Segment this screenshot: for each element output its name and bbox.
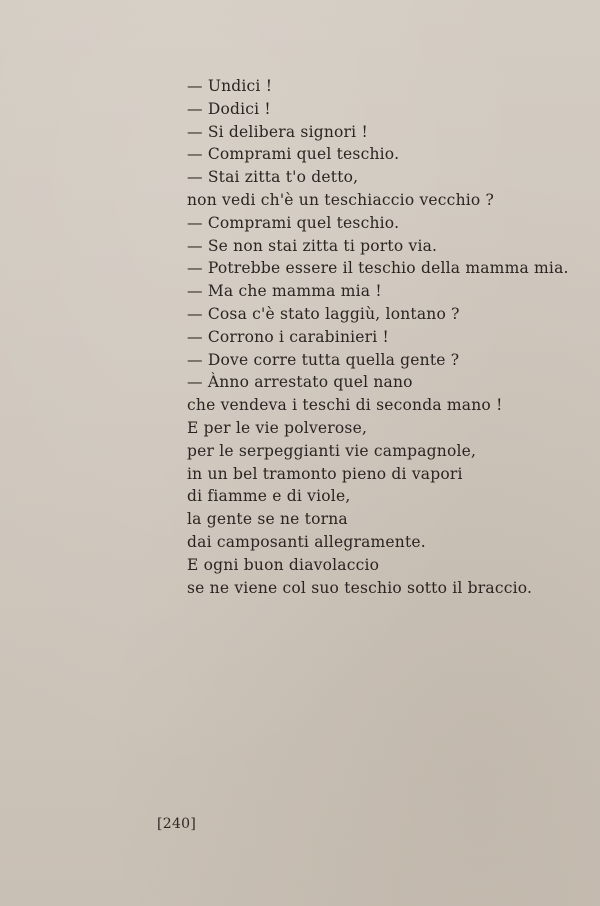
poem-line: E per le vie polverose, — [187, 418, 368, 437]
poem-line: — Si delibera signori ! — [187, 122, 368, 141]
poem-line: la gente se ne torna — [187, 510, 348, 529]
poem-line: — Comprami quel teschio. — [187, 213, 400, 232]
poem-line: — Ànno arrestato quel nano — [187, 373, 413, 392]
poem-line: non vedi ch'è un teschiaccio vecchio ? — [187, 190, 495, 209]
poem-line: — Undici ! — [187, 77, 273, 95]
poem-line: di fiamme e di viole, — [187, 487, 351, 506]
page-number: [240] — [157, 816, 197, 832]
poem-text — [187, 75, 569, 599]
poem-line: — Corrono i carabinieri ! — [187, 327, 389, 346]
poem-line: — Dodici ! — [187, 99, 271, 118]
poem-line: — Comprami quel teschio. — [187, 145, 400, 164]
poem-line: che vendeva i teschi di seconda mano ! — [187, 396, 503, 415]
poem-line: — Se non stai zitta ti porto via. — [187, 236, 438, 255]
poem-line: in un bel tramonto pieno di vapori — [187, 464, 463, 483]
poem-line: per le serpeggianti vie campagnole, — [187, 441, 477, 460]
poem-line: — Ma che mamma mia ! — [187, 282, 382, 301]
poem-line: — Dove corre tutta quella gente ? — [187, 350, 460, 369]
poem-line: — Cosa c'è stato laggiù, lontano ? — [187, 304, 460, 323]
poem-line: dai camposanti allegramente. — [187, 532, 426, 551]
poem-line: E ogni buon diavolaccio — [187, 555, 380, 574]
poem-line: — Potrebbe essere il teschio della mamma mia. — [187, 259, 569, 278]
poem-line: — Stai zitta t'o detto, — [187, 168, 359, 187]
poem-line: se ne viene col suo teschio sotto il braccio. — [187, 578, 533, 597]
